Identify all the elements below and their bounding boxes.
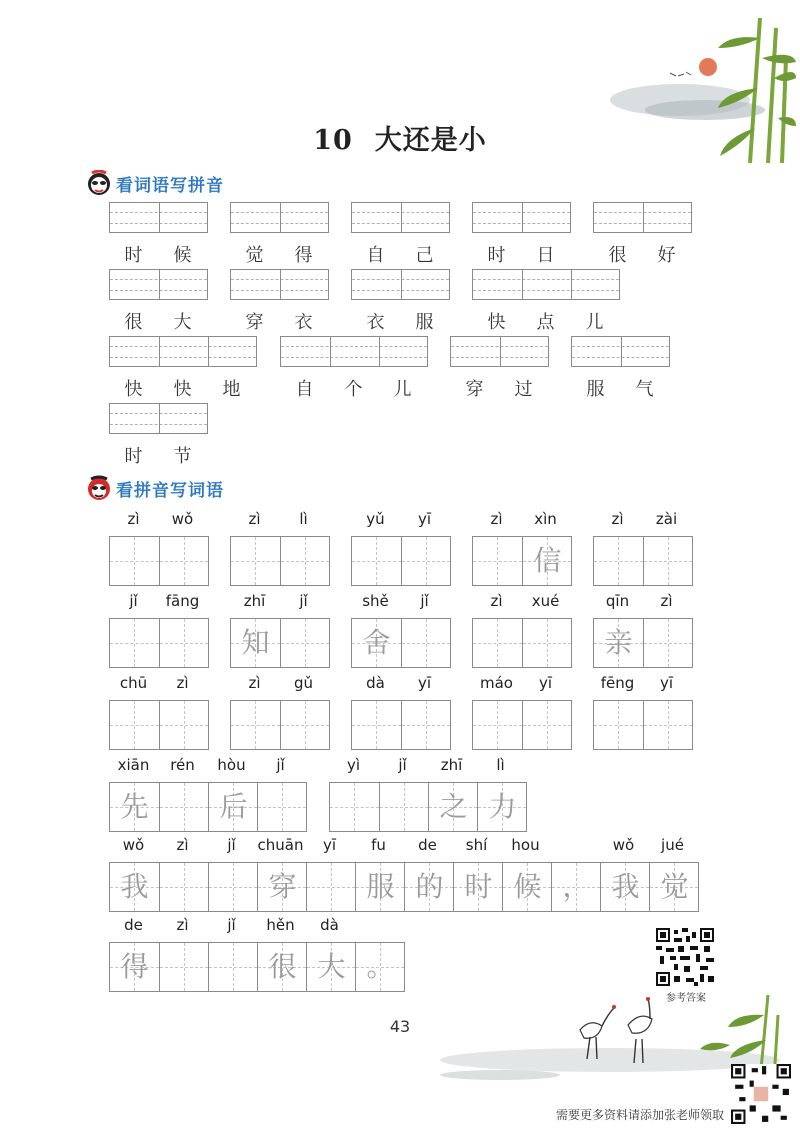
given-character — [110, 701, 159, 749]
word-characters — [351, 308, 449, 334]
opera-mask-icon — [86, 475, 112, 501]
writing-cell[interactable] — [257, 783, 306, 831]
word-characters — [351, 241, 449, 267]
given-character: 服 — [366, 870, 395, 903]
word-character: 节 — [173, 446, 192, 467]
word-character: 得 — [294, 245, 313, 266]
word-character: 候 — [173, 245, 192, 266]
given-character — [594, 701, 643, 749]
given-character: 亲 — [604, 626, 633, 659]
opera-mask-icon — [86, 170, 112, 196]
writing-cell[interactable] — [502, 863, 551, 911]
pinyin-syllable: jǐ — [227, 916, 236, 934]
pinyin-syllable: zì — [611, 510, 624, 528]
given-character — [473, 619, 522, 667]
pinyin-writing-grid[interactable] — [571, 336, 670, 367]
pinyin-syllable: fu — [371, 836, 386, 854]
given-character — [160, 943, 209, 991]
lesson-name: 大还是小 — [374, 125, 487, 156]
writing-cell[interactable] — [208, 943, 257, 991]
section2-heading — [86, 475, 224, 501]
pinyin-syllable: shě — [362, 592, 389, 610]
word-characters — [109, 442, 207, 468]
pinyin-syllable: yī — [417, 674, 432, 692]
writing-cell[interactable] — [159, 537, 208, 585]
tianzige-grid — [109, 942, 405, 992]
pinyin-syllable: de — [418, 836, 437, 854]
pinyin-syllable: wǒ — [612, 836, 635, 854]
given-character — [473, 701, 522, 749]
given-character: 舍 — [362, 626, 391, 659]
pinyin-writing-grid[interactable] — [450, 336, 549, 367]
pinyin-syllable: jǐ — [420, 592, 429, 610]
pinyin-prompt — [109, 756, 305, 774]
given-character: 后 — [219, 790, 248, 823]
pinyin-syllable: yī — [538, 674, 553, 692]
writing-cell[interactable] — [453, 863, 502, 911]
pinyin-syllable: rén — [170, 756, 195, 774]
writing-cell[interactable] — [110, 537, 159, 585]
pinyin-prompt — [230, 674, 328, 692]
word-character: 点 — [536, 312, 555, 333]
pinyin-syllable: jǐ — [299, 592, 308, 610]
writing-cell[interactable] — [643, 619, 692, 667]
pinyin-syllable: shí — [465, 836, 488, 854]
given-character — [644, 701, 693, 749]
writing-cell[interactable] — [159, 619, 208, 667]
writing-cell[interactable] — [401, 537, 450, 585]
tianzige-grid — [593, 536, 693, 586]
pinyin-prompt — [351, 674, 449, 692]
word-characters — [571, 375, 669, 401]
pinyin-syllable: lì — [299, 510, 308, 528]
tianzige-grid — [230, 700, 330, 750]
pinyin-syllable: zì — [248, 674, 261, 692]
given-character — [110, 537, 159, 585]
pinyin-prompt — [109, 510, 207, 528]
pinyin-writing-grid[interactable] — [593, 202, 692, 233]
given-character: 穿 — [268, 870, 297, 903]
writing-cell[interactable] — [280, 619, 329, 667]
writing-cell[interactable] — [208, 783, 257, 831]
word-character: 时 — [487, 245, 506, 266]
pinyin-syllable: jǐ — [398, 756, 407, 774]
pinyin-syllable: xiān — [117, 756, 150, 774]
given-character: 的 — [415, 870, 444, 903]
pinyin-syllable: chuān — [257, 836, 304, 854]
word-character: 服 — [415, 312, 434, 333]
pinyin-writing-grid[interactable] — [351, 269, 450, 300]
pinyin-syllable: yǔ — [366, 510, 385, 528]
tianzige-grid — [230, 536, 330, 586]
pinyin-writing-grid[interactable] — [230, 269, 329, 300]
tianzige-grid — [109, 700, 209, 750]
given-character — [330, 783, 379, 831]
given-character: 我 — [120, 870, 149, 903]
pinyin-writing-grid[interactable] — [109, 269, 208, 300]
footer-text: 需要更多资料请添加张老师领取 — [556, 1108, 725, 1122]
pinyin-syllable: hěn — [266, 916, 295, 934]
given-character — [594, 537, 643, 585]
word-characters — [109, 241, 207, 267]
given-character — [160, 537, 209, 585]
pinyin-writing-grid[interactable] — [351, 202, 450, 233]
pinyin-syllable: xué — [531, 592, 560, 610]
pinyin-syllable: wǒ — [122, 836, 145, 854]
given-character: 候 — [513, 870, 542, 903]
pinyin-syllable: yī — [417, 510, 432, 528]
word-characters — [230, 308, 328, 334]
pinyin-syllable: jǐ — [276, 756, 285, 774]
writing-cell[interactable] — [522, 537, 571, 585]
writing-cell[interactable] — [428, 783, 477, 831]
word-character: 穿 — [465, 379, 484, 400]
writing-cell[interactable] — [208, 863, 257, 911]
pinyin-prompt — [472, 592, 570, 610]
given-character: 力 — [488, 790, 517, 823]
pinyin-syllable: de — [124, 916, 143, 934]
word-characters — [109, 308, 207, 334]
word-characters — [593, 241, 691, 267]
word-character: 时 — [124, 446, 143, 467]
given-character: 觉 — [660, 870, 689, 903]
tianzige-grid — [109, 782, 307, 832]
pinyin-syllable: zì — [176, 836, 189, 854]
word-character: 过 — [514, 379, 533, 400]
lesson-title — [0, 118, 800, 157]
word-character: 快 — [487, 312, 506, 333]
given-character: 信 — [533, 544, 562, 577]
writing-cell[interactable] — [110, 701, 159, 749]
writing-cell[interactable] — [231, 701, 280, 749]
writing-cell[interactable] — [280, 701, 329, 749]
word-character: 气 — [635, 379, 654, 400]
writing-cell[interactable] — [306, 863, 355, 911]
tianzige-grid — [593, 618, 693, 668]
pinyin-prompt — [472, 510, 570, 528]
writing-cell[interactable] — [643, 701, 692, 749]
pinyin-writing-grid[interactable] — [109, 336, 257, 367]
answer-qr-code[interactable] — [655, 928, 715, 986]
pinyin-syllable: lì — [496, 756, 505, 774]
writing-cell[interactable] — [352, 619, 401, 667]
tianzige-grid — [472, 536, 572, 586]
writing-cell[interactable] — [594, 619, 643, 667]
pinyin-writing-grid[interactable] — [472, 202, 571, 233]
word-character: 很 — [608, 245, 627, 266]
given-character — [160, 783, 209, 831]
given-character — [160, 619, 209, 667]
tianzige-grid — [472, 618, 572, 668]
pinyin-prompt — [109, 836, 697, 854]
section2-title: 看拼音写词语 — [116, 480, 224, 501]
tianzige-grid — [351, 700, 451, 750]
given-character — [523, 619, 572, 667]
pinyin-syllable: jǐ — [129, 592, 138, 610]
pinyin-writing-grid[interactable] — [280, 336, 428, 367]
pinyin-syllable: zhī — [243, 592, 266, 610]
pinyin-syllable — [550, 836, 599, 854]
pinyin-prompt — [230, 510, 328, 528]
word-character: 快 — [173, 379, 192, 400]
writing-cell[interactable] — [110, 619, 159, 667]
given-character — [258, 783, 307, 831]
pinyin-syllable: dà — [320, 916, 339, 934]
pinyin-syllable: zì — [490, 510, 503, 528]
given-character: 。 — [366, 950, 395, 983]
writing-cell[interactable] — [159, 783, 208, 831]
pinyin-syllable: chū — [119, 674, 148, 692]
word-character: 自 — [295, 379, 314, 400]
pinyin-writing-grid[interactable] — [109, 403, 208, 434]
pinyin-syllable: zì — [127, 510, 140, 528]
pinyin-syllable: dà — [366, 674, 385, 692]
given-character — [231, 537, 280, 585]
given-character — [402, 537, 451, 585]
writing-cell[interactable] — [352, 537, 401, 585]
section1-title: 看词语写拼音 — [116, 175, 224, 196]
pinyin-prompt — [351, 592, 449, 610]
tianzige-grid — [593, 700, 693, 750]
given-character — [209, 863, 258, 911]
writing-cell[interactable] — [522, 619, 571, 667]
word-character: 很 — [124, 312, 143, 333]
writing-cell[interactable] — [355, 863, 404, 911]
word-character: 时 — [124, 245, 143, 266]
word-character: 衣 — [366, 312, 385, 333]
given-character — [644, 537, 693, 585]
pinyin-syllable: máo — [480, 674, 513, 692]
tianzige-grid — [329, 782, 527, 832]
given-character — [110, 619, 159, 667]
given-character — [402, 619, 451, 667]
pinyin-syllable: fēng — [600, 674, 635, 692]
writing-cell[interactable] — [600, 863, 649, 911]
pinyin-syllable: zì — [660, 592, 673, 610]
writing-cell[interactable] — [306, 943, 355, 991]
pinyin-writing-grid[interactable] — [109, 202, 208, 233]
tianzige-grid — [351, 536, 451, 586]
pinyin-syllable: yī — [322, 836, 337, 854]
writing-cell[interactable] — [231, 537, 280, 585]
given-character — [307, 863, 356, 911]
writing-cell[interactable] — [551, 863, 600, 911]
given-character — [352, 701, 401, 749]
writing-cell[interactable] — [473, 537, 522, 585]
pinyin-syllable: zhī — [440, 756, 463, 774]
pinyin-prompt — [109, 592, 207, 610]
tianzige-grid — [230, 618, 330, 668]
word-character: 儿 — [393, 379, 412, 400]
given-character — [281, 701, 330, 749]
tianzige-grid — [109, 618, 209, 668]
word-character: 穿 — [245, 312, 264, 333]
section1-heading — [86, 170, 224, 196]
given-character: 之 — [439, 790, 468, 823]
pinyin-prompt — [230, 592, 328, 610]
pinyin-syllable: yì — [346, 756, 361, 774]
word-character: 日 — [536, 245, 555, 266]
pinyin-syllable: zì — [176, 916, 189, 934]
given-character: 大 — [317, 950, 346, 983]
word-character: 己 — [415, 245, 434, 266]
word-characters — [472, 308, 619, 334]
given-character: 先 — [120, 790, 149, 823]
given-character — [523, 701, 572, 749]
writing-cell[interactable] — [330, 783, 379, 831]
cranes-bamboo-decoration — [430, 985, 780, 1080]
given-character: 时 — [464, 870, 493, 903]
word-characters — [450, 375, 548, 401]
given-character — [644, 619, 693, 667]
pinyin-prompt — [472, 674, 570, 692]
pinyin-writing-grid[interactable] — [472, 269, 620, 300]
pinyin-syllable: wǒ — [171, 510, 194, 528]
footer-qr-code[interactable] — [730, 1064, 792, 1124]
writing-cell[interactable] — [401, 701, 450, 749]
writing-cell[interactable] — [594, 701, 643, 749]
given-character — [352, 537, 401, 585]
pinyin-syllable: jué — [661, 836, 684, 854]
tianzige-grid — [109, 862, 699, 912]
pinyin-syllable: gǔ — [293, 674, 314, 692]
tianzige-grid — [109, 536, 209, 586]
writing-cell[interactable] — [522, 701, 571, 749]
pinyin-writing-grid[interactable] — [230, 202, 329, 233]
writing-cell[interactable] — [159, 943, 208, 991]
writing-cell[interactable] — [257, 943, 306, 991]
writing-cell[interactable] — [355, 943, 404, 991]
given-character: ， — [562, 870, 591, 903]
pinyin-prompt — [593, 674, 691, 692]
word-character: 快 — [124, 379, 143, 400]
page-number: 43 — [389, 1017, 411, 1036]
writing-cell[interactable] — [352, 701, 401, 749]
given-character — [231, 701, 280, 749]
writing-cell[interactable] — [594, 537, 643, 585]
given-character — [281, 619, 330, 667]
pinyin-syllable: jǐ — [227, 836, 236, 854]
writing-cell[interactable] — [401, 619, 450, 667]
pinyin-prompt — [109, 674, 207, 692]
word-character: 衣 — [294, 312, 313, 333]
writing-cell[interactable] — [159, 701, 208, 749]
given-character — [160, 863, 209, 911]
writing-cell[interactable] — [159, 863, 208, 911]
given-character: 得 — [120, 950, 149, 983]
word-characters — [230, 241, 328, 267]
pinyin-prompt — [593, 510, 691, 528]
writing-cell[interactable] — [110, 943, 159, 991]
writing-cell[interactable] — [379, 783, 428, 831]
writing-cell[interactable] — [477, 783, 526, 831]
pinyin-syllable — [354, 916, 403, 934]
writing-cell[interactable] — [231, 619, 280, 667]
pinyin-syllable: hou — [511, 836, 540, 854]
writing-cell[interactable] — [110, 863, 159, 911]
pinyin-syllable: zài — [655, 510, 678, 528]
word-character: 大 — [173, 312, 192, 333]
pinyin-syllable: zì — [248, 510, 261, 528]
word-characters — [109, 375, 256, 401]
writing-cell[interactable] — [649, 863, 698, 911]
given-character — [160, 701, 209, 749]
pinyin-syllable: yī — [659, 674, 674, 692]
pinyin-prompt — [109, 916, 403, 934]
given-character: 很 — [268, 950, 297, 983]
pinyin-syllable: fāng — [165, 592, 200, 610]
writing-cell[interactable] — [473, 619, 522, 667]
given-character — [380, 783, 429, 831]
given-character — [473, 537, 522, 585]
word-character: 好 — [657, 245, 676, 266]
writing-cell[interactable] — [280, 537, 329, 585]
lesson-number: 10 — [313, 125, 353, 156]
writing-cell[interactable] — [404, 863, 453, 911]
pinyin-syllable: qīn — [605, 592, 630, 610]
pinyin-prompt — [593, 592, 691, 610]
writing-cell[interactable] — [110, 783, 159, 831]
writing-cell[interactable] — [473, 701, 522, 749]
word-character: 儿 — [585, 312, 604, 333]
word-character: 地 — [222, 379, 241, 400]
tianzige-grid — [472, 700, 572, 750]
pinyin-prompt — [351, 510, 449, 528]
word-characters — [280, 375, 427, 401]
word-character: 个 — [344, 379, 363, 400]
given-character: 知 — [241, 626, 270, 659]
given-character — [209, 943, 258, 991]
given-character — [402, 701, 451, 749]
given-character: 我 — [611, 870, 640, 903]
word-character: 服 — [586, 379, 605, 400]
pinyin-syllable: xìn — [534, 510, 557, 528]
word-characters — [472, 241, 570, 267]
given-character — [281, 537, 330, 585]
qr-caption: 参考答案 — [666, 993, 706, 1004]
writing-cell[interactable] — [257, 863, 306, 911]
pinyin-syllable: zì — [176, 674, 189, 692]
word-character: 自 — [366, 245, 385, 266]
tianzige-grid — [351, 618, 451, 668]
writing-cell[interactable] — [643, 537, 692, 585]
pinyin-syllable: hòu — [217, 756, 246, 774]
pinyin-syllable: zì — [490, 592, 503, 610]
pinyin-prompt — [329, 756, 525, 774]
word-character: 觉 — [245, 245, 264, 266]
